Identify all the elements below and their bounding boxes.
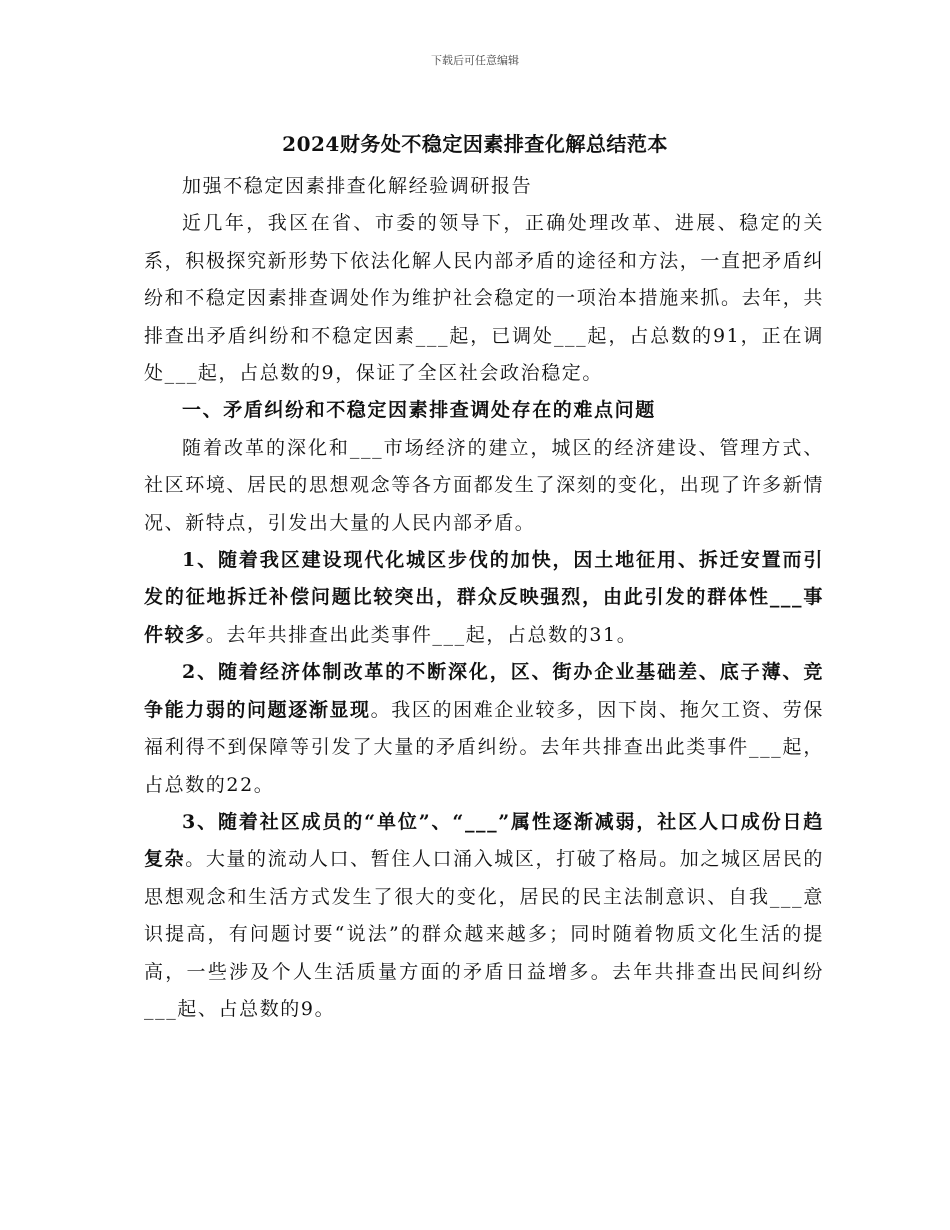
point-3-lead: 3、随着社区成员的“单位”、“___”属性逐渐减弱，社区人口成份日趋复杂 [144, 810, 824, 871]
point-3-text: 。大量的流动人口、暂住人口涌入城区，打破了格局。加之城区居民的思想观念和生活方式发生了很大的变化，居民的民主法制意识、自我___意识提高，有问题讨要“说法”的群众越来越多；同时随着物质文化生活的提高，一些涉及个人生活质量方面的矛盾日益增多。去年共排查出民间纠纷___起、占总数的9。 [144, 848, 824, 1020]
header-note: 下载后可任意编辑 [431, 54, 519, 67]
point-1-lead: 1、随着我区建设现代化城区步伐的加快，因土地征用、拆迁安置而引发的征地拆迁补偿问题比较突出，群众反映强烈，由此引发的群体性___事件较多 [144, 549, 824, 646]
point-3-paragraph [144, 804, 824, 1028]
point-1-paragraph [144, 542, 824, 654]
point-2-text: 。我区的困难企业较多，因下岗、拖欠工资、劳保福利得不到保障等引发了大量的矛盾纠纷。去年共排查出此类事件___起，占总数的22。 [144, 698, 824, 796]
report-subtitle: 加强不稳定因素排查化解经验调研报告 [182, 175, 533, 197]
point-2-lead: 2、随着经济体制改革的不断深化，区、街办企业基础差、底子薄、竞争能力弱的问题逐渐显现 [144, 661, 824, 721]
point-2-paragraph [144, 654, 824, 804]
point-1-text: 。去年共排查出此类事件___起，占总数的31。 [205, 623, 638, 646]
intro-paragraph: 近几年，我区在省、市委的领导下，正确处理改革、进展、稳定的关系，积极探究新形势下依法化解人民内部矛盾的途径和方法，一直把矛盾纠纷和不稳定因素排查调处作为维护社会稳定的一项治本措施来抓。去年，共排查出矛盾纠纷和不稳定因素___起，已调处___起，占总数的91，正在调处___起，占总数的9，保证了全区社会政治稳定。 [144, 212, 824, 385]
document-title: 2024财务处不稳定因素排查化解总结范本 [282, 132, 668, 156]
section-heading: 一、矛盾纠纷和不稳定因素排查调处存在的难点问题 [182, 399, 656, 422]
section-intro-paragraph: 随着改革的深化和___市场经济的建立，城区的经济建设、管理方式、社区环境、居民的思想观念等各方面都发生了深刻的变化，出现了许多新情况、新特点，引发出大量的人民内部矛盾。 [144, 436, 824, 534]
document-body [144, 168, 824, 1028]
